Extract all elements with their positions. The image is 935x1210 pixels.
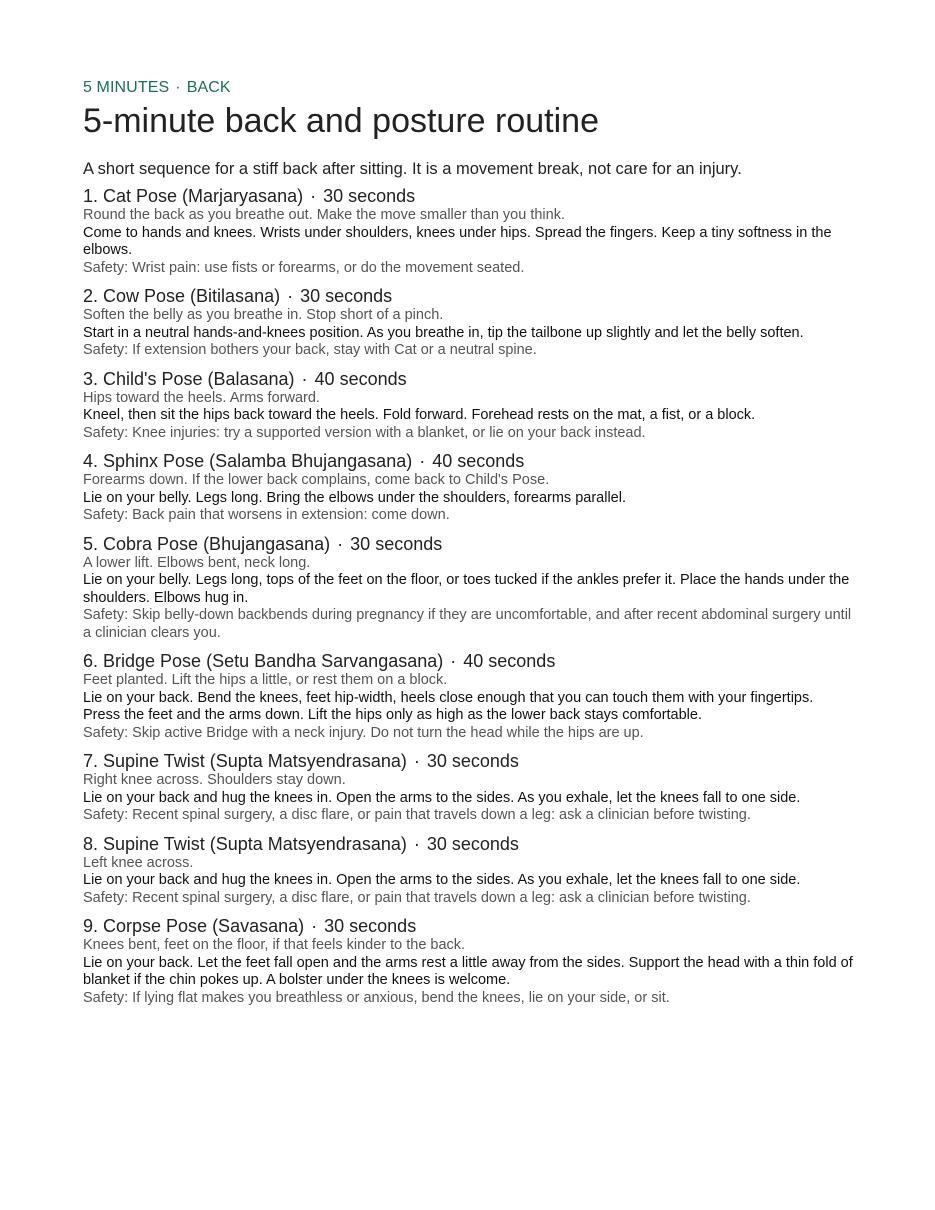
step-item	[83, 285, 853, 360]
step-cue: Forearms down. If the lower back complains, come back to Child's Pose.	[83, 472, 550, 488]
step-heading	[83, 833, 853, 855]
step-heading	[83, 650, 853, 672]
heading-separator: ·	[419, 451, 426, 471]
step-item	[83, 915, 853, 1007]
step-cue: Round the back as you breathe out. Make the move smaller than you think.	[83, 207, 565, 223]
step-heading	[83, 750, 853, 772]
step-instructions: Lie on your back and hug the knees in. Open the arms to the sides. As you exhale, let the knees fall to one side.	[83, 789, 801, 806]
step-heading	[83, 915, 853, 937]
step-duration: 40 seconds	[314, 368, 407, 389]
meta-separator: ·	[175, 79, 181, 96]
step-cue: Knees bent, feet on the floor, if that feels kinder to the back.	[83, 937, 466, 953]
step-instructions: Lie on your back. Let the feet fall open and the arms rest a little away from the sides. Support the head with a thin fold of blanket if the chin pokes up. A bolster under the knees is welcome.	[83, 954, 853, 988]
step-safety: Safety: Skip belly-down backbends during pregnancy if they are uncomfortable, and after recent abdominal surgery until a clinician clears you.	[83, 607, 852, 641]
step-safety: Safety: Skip active Bridge with a neck injury. Do not turn the head while the hips are up.	[83, 724, 644, 741]
step-duration: 30 seconds	[323, 186, 416, 206]
step-name: 3. Child's Pose (Balasana)	[83, 368, 295, 389]
heading-separator: ·	[413, 833, 420, 854]
step-cue: Hips toward the heels. Arms forward.	[83, 389, 320, 406]
step-duration: 30 seconds	[350, 533, 443, 554]
step-heading	[83, 368, 853, 390]
step-safety: Safety: Knee injuries: try a supported version with a blanket, or lie on your back instead.	[83, 424, 646, 441]
step-duration: 30 seconds	[324, 916, 417, 936]
heading-separator: ·	[413, 751, 420, 771]
step-item	[83, 750, 853, 825]
step-instructions: Lie on your belly. Legs long. Bring the elbows under the shoulders, forearms parallel.	[83, 489, 626, 506]
step-cue: Right knee across. Shoulders stay down.	[83, 772, 346, 788]
step-safety: Safety: If extension bothers your back, stay with Cat or a neutral spine.	[83, 342, 537, 358]
step-safety: Safety: Recent spinal surgery, a disc flare, or pain that travels down a leg: ask a clinician before twisting.	[83, 889, 751, 906]
step-cue: A lower lift. Elbows bent, neck long.	[83, 554, 311, 571]
step-instructions: Lie on your back. Bend the knees, feet hip-width, heels close enough that you can touch them with your fingertips. Press the feet and the arms down. Lift the hips only as high as the lower back stays comfortable.	[83, 689, 814, 723]
step-name: 5. Cobra Pose (Bhujangasana)	[83, 533, 331, 554]
step-duration: 40 seconds	[432, 451, 525, 471]
step-duration: 30 seconds	[300, 286, 393, 306]
step-safety: Safety: Back pain that worsens in extension: come down.	[83, 507, 450, 523]
heading-separator: ·	[301, 368, 308, 389]
step-heading	[83, 285, 853, 307]
step-name: 2. Cow Pose (Bitilasana)	[83, 286, 281, 306]
step-item	[83, 833, 853, 908]
routine-meta	[83, 78, 853, 98]
step-cue: Feet planted. Lift the hips a little, or rest them on a block.	[83, 672, 448, 688]
step-heading	[83, 185, 853, 207]
step-duration: 40 seconds	[463, 651, 556, 671]
step-duration: 30 seconds	[426, 833, 519, 854]
step-heading	[83, 450, 853, 472]
step-instructions: Lie on your back and hug the knees in. Open the arms to the sides. As you exhale, let the knees fall to one side.	[83, 872, 801, 888]
step-item	[83, 650, 853, 742]
step-name: 9. Corpse Pose (Savasana)	[83, 916, 305, 936]
step-safety: Safety: Wrist pain: use fists or forearms, or do the movement seated.	[83, 259, 525, 276]
heading-separator: ·	[287, 286, 294, 306]
step-name: 1. Cat Pose (Marjaryasana)	[83, 186, 304, 206]
step-instructions: Kneel, then sit the hips back toward the heels. Fold forward. Forehead rests on the mat, a fist, or a block.	[83, 407, 756, 423]
step-item	[83, 533, 853, 643]
heading-separator: ·	[311, 916, 318, 936]
step-heading	[83, 533, 853, 555]
step-instructions: Start in a neutral hands-and-knees position. As you breathe in, tip the tailbone up slightly and let the belly soften.	[83, 324, 804, 341]
step-name: 6. Bridge Pose (Setu Bandha Sarvangasana)	[83, 651, 444, 671]
heading-separator: ·	[450, 651, 457, 671]
step-instructions: Lie on your belly. Legs long, tops of the feet on the floor, or toes tucked if the ankles prefer it. Place the hands under the shoulders. Elbows hug in.	[83, 572, 850, 606]
heading-separator: ·	[337, 533, 344, 554]
routine-page	[83, 78, 853, 1015]
step-instructions: Come to hands and knees. Wrists under shoulders, knees under hips. Spread the fingers. Keep a tiny softness in the elbows.	[83, 224, 832, 258]
step-cue: Soften the belly as you breathe in. Stop short of a pinch.	[83, 307, 444, 323]
heading-separator: ·	[310, 186, 317, 206]
step-item	[83, 368, 853, 443]
routine-intro: A short sequence for a stiff back after sitting. It is a movement break, not care for an injury.	[83, 160, 742, 178]
step-name: 8. Supine Twist (Supta Matsyendrasana)	[83, 833, 407, 854]
step-name: 7. Supine Twist (Supta Matsyendrasana)	[83, 751, 407, 771]
step-item	[83, 185, 853, 277]
step-safety: Safety: Recent spinal surgery, a disc flare, or pain that travels down a leg: ask a clinician before twisting.	[83, 807, 751, 823]
step-name: 4. Sphinx Pose (Salamba Bhujangasana)	[83, 451, 413, 471]
routine-duration: 5 MINUTES	[83, 79, 170, 96]
step-duration: 30 seconds	[426, 751, 519, 771]
routine-category: BACK	[186, 79, 231, 96]
step-cue: Left knee across.	[83, 854, 194, 871]
page-title: 5-minute back and posture routine	[83, 102, 599, 140]
step-item	[83, 450, 853, 525]
step-safety: Safety: If lying flat makes you breathless or anxious, bend the knees, lie on your side, or sit.	[83, 989, 670, 1006]
step-list	[83, 185, 853, 1007]
